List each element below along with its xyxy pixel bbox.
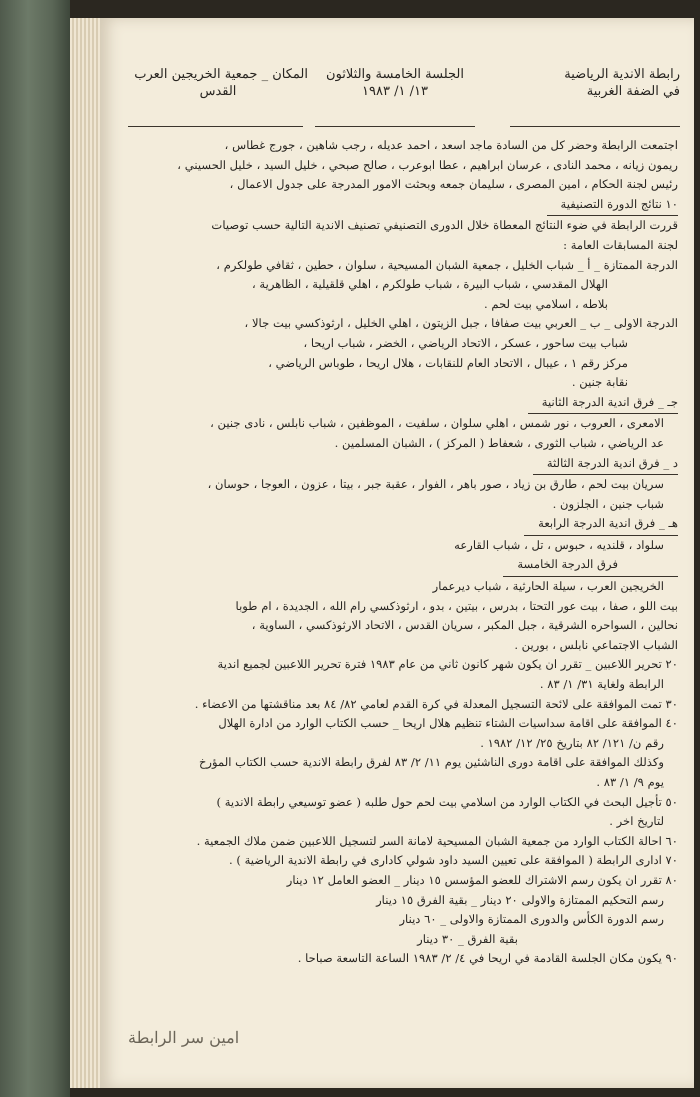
text-line: الامعرى ، العروب ، نور شمس ، اهلي سلوان ، سلفيت ، الموظفين ، شباب نابلس ، نادى جنين ، [210,416,664,431]
text-line: لجنة المسابقات العامة : [563,237,678,252]
section-title: ١٠ نتائج الدورة التصنيفية [547,195,679,217]
header-organization [510,66,680,100]
text-line: الخريجين العرب ، سيلة الحارثية ، شباب ديرعمار [432,579,664,594]
header-rule [315,126,475,127]
text-line: شباب جنين ، الجلزون . [552,496,664,511]
section-heading [112,555,678,577]
text-line: الهلال المقدسي ، شباب البيرة ، شباب طولكرم ، اهلي قلقيلية ، الظاهرية ، [252,277,608,292]
section-title: هـ _ فرق اندية الدرجة الرابعة [524,514,678,536]
text-line: بلاطه ، اسلامي بيت لحم . [483,296,608,311]
book-binding [0,0,70,1097]
text-line: سلواد ، قلنديه ، حبوس ، تل ، شباب القارعه [454,537,664,552]
org-region: في الضفة الغربية [586,84,680,99]
header-rule [128,126,303,127]
text-line: ٦٠ احالة الكتاب الوارد من جمعية الشبان المسيحية لامانة السر لتسجيل اللاعبين ضمن ملاك الجمعية . [196,833,678,848]
section-title: جـ _ فرق اندية الدرجة الثانية [528,393,678,415]
text-line: لتاريخ اخر . [609,814,664,829]
text-line: نحالين ، السواحره الشرقية ، جبل المكبر ، سريان القدس ، الاتحاد الارثوذكسي ، الساوية ، [251,618,678,633]
text-line: يوم ٩/ ١/ ٨٣ . [596,775,664,789]
text-line: الرابطة ولغاية ٣١/ ١/ ٨٣ . [539,677,664,692]
session-title: الجلسة الخامسة والثلاثون [326,67,464,82]
text-line: ٣٠ تمت الموافقة على لائحة التسجيل المعدلة في كرة القدم لعامي ٨٢/ ٨٤ بعد مناقشتها من الاعضاء . [194,696,678,711]
document-page [100,18,694,1088]
document-header [120,66,680,126]
text-line: اجتمعت الرابطة وحضر كل من السادة ماجد اسعد ، احمد عديله ، رجب شاهين ، جورج غطاس ، [224,138,678,152]
text-line: ٧٠ ادارى الرابطة ( الموافقة على تعيين السيد داود شولي كادارى في رابطة الاندية الرياضية ) . [229,853,678,868]
text-line: بقية الفرق _ ٣٠ دينار [417,931,518,946]
text-line: الشباب الاجتماعي نابلس ، بورين . [514,637,678,652]
text-line: ٢٠ تحرير اللاعبين _ تقرر ان يكون شهر كانون ثاني من عام ١٩٨٣ فترة تحرير اللاعبين لجميع اندية [217,657,678,672]
page-edges [70,18,102,1088]
text-line: نقابة جنين . [571,375,628,390]
minutes-body [112,136,678,969]
org-name: رابطة الاندية الرياضية [564,67,680,82]
text-line: بيت اللو ، صفا ، بيت عور التحتا ، بدرس ، بيتين ، بدو ، ارثوذكسي رام الله ، الجديدة ، ام طوبا [235,598,678,613]
header-place [128,66,308,100]
text-line: رسم التحكيم الممتازة والاولى ٢٠ دينار _ بقية الفرق ١٥ دينار [376,892,664,907]
text-line: الدرجة الممتازة _ أ _ شباب الخليل ، جمعية الشبان المسيحية ، سلوان ، حطين ، ثقافي طولكرم ، [216,257,678,272]
text-line: ٤٠ الموافقة على اقامة سداسيات الشتاء تنظيم هلال اريحا _ حسب الكتاب الوارد من ادارة الهلال [218,716,678,731]
place-name: المكان _ جمعية الخريجين العرب [134,67,308,82]
text-line: مركز رقم ١ ، عيبال ، الاتحاد العام للنقابات ، هلال اريحا ، طوباس الرياضي ، [268,355,628,370]
session-date: ١٣/ ١/ ١٩٨٣ [362,84,428,99]
place-city: القدس [199,84,237,99]
text-line: ريمون زيانه ، محمد النادى ، عرسان ابراهيم ، عطا ابوعرب ، صالح صبحي ، خليل السيد ، خليل الحسيني ، [177,157,678,172]
text-line: وكذلك الموافقة على اقامة دورى الناشئين يوم ١١/ ٢/ ٨٣ لفرق رابطة الاندية حسب الكتاب المؤرخ [198,755,664,770]
text-line: قررت الرابطة في ضوء النتائج المعطاة خلال الدورى التصنيفي تصنيف الاندية التالية حسب توصيات [211,218,678,233]
text-line: سريان بيت لحم ، طارق بن زياد ، صور باهر ، الفوار ، عقبة جبر ، بيتا ، عزون ، العوجا ، حوسان ، [207,477,664,492]
section-heading [112,393,678,415]
text-line: شباب بيت ساحور ، عسكر ، الاتحاد الرياضي ، الخضر ، شباب اريحا ، [303,335,628,350]
text-line: ٩٠ يكون مكان الجلسة القادمة في اريحا في ٤/ ٢/ ١٩٨٣ الساعة التاسعة صباحا . [297,951,678,966]
text-line: رسم الدورة الكأس والدورى الممتازة والاولى _ ٦٠ دينار [399,912,664,927]
section-title: فرق الدرجة الخامسة [503,555,678,577]
header-session [315,66,475,100]
section-heading [112,454,678,476]
text-line: الدرجة الاولى _ ب _ العربي بيت صفافا ، جبل الزيتون ، اهلي الخليل ، ارثوذكسي بيت جالا ، [244,316,678,331]
section-title: د _ فرق اندية الدرجة الثالثة [533,454,678,476]
text-line: رئيس لجنة الحكام ، امين المصرى ، سليمان جمعه وبحثت الامور المدرجة على جدول الاعمال ، [229,177,678,192]
signature: امين سر الرابطة [128,1028,240,1047]
section-heading [112,195,678,217]
text-line: رقم ن/ ١٢١/ ٨٢ بتاريخ ٢٥/ ١٢/ ١٩٨٢ . [480,735,664,750]
section-heading [112,514,678,536]
text-line: ٥٠ تأجيل البحث في الكتاب الوارد من اسلامي بيت لحم حول طلبه ( عضو توسيعي رابطة الاندية ) [216,794,678,809]
header-rule [510,126,680,127]
text-line: عد الرياضي ، شباب الثورى ، شعفاط ( المركز ) ، الشبان المسلمين . [334,435,664,450]
text-line: ٨٠ تقرر ان يكون رسم الاشتراك للعضو المؤسس ١٥ دينار _ العضو العامل ١٢ دينار [286,872,678,887]
